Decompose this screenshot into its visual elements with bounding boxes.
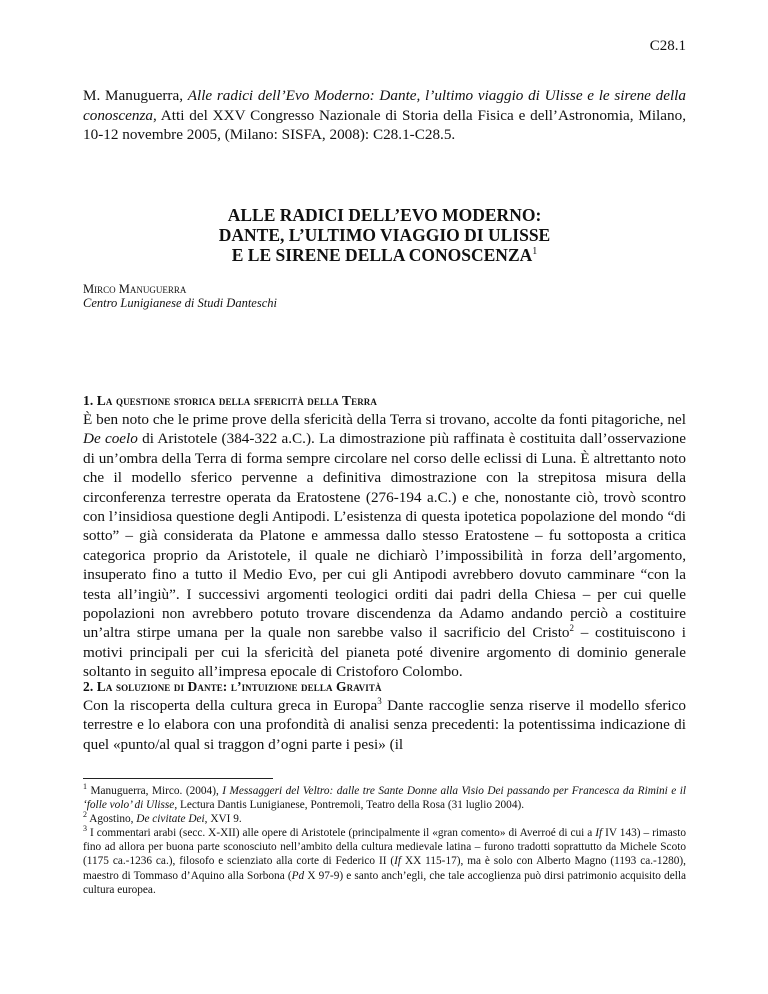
section-1-text-c: – costituiscono i motivi principali per cui la sfericità del pianeta poté divenire argomento di dominio generale soltanto in seguito all’impresa epocale di Cristoforo Colombo. bbox=[83, 624, 686, 681]
footnote-2-text-b: , XVI 9. bbox=[204, 813, 242, 826]
section-1-text-b: di Aristotele (384-322 a.C.). La dimostrazione più raffinata è costituita dall’osservazione di un’ombra della Terra di forma sempre circolare nel corso delle eclissi di Luna. È altrettanto noto che il modello sferico pervenne a definitiva dimostrazione con la strepitosa misura della circonferenza terrestre operata da Eratostene (276-194 a.C.) e che, nonostante ciò, trovò scontro con l’insidiosa questione degli Antipodi. L’esistenza di questa ipotetica popolazione del mondo “di sotto” – già considerata da Platone e ammessa dallo stesso Eratostene – fu sottoposta a critica categorica proprio da Aristotele, il quale ne dichiarò l’impossibilità in forza dell’argomento, insuperato fino a tutto il Medio Evo, per cui gli Antipodi avrebbero dovuto camminare “con la testa all’ingiù”. I successivi argomenti teologici orditi dai padri della Chiesa – per cui quelle popolazioni non avrebbero potuto trovare discendenza da Adamo andando perciò a costituire un’altra stirpe umana per la quale non sarebbe valso il sacrificio del Cristo bbox=[83, 430, 686, 642]
citation-author: M. Manuguerra, bbox=[83, 87, 188, 104]
footnote-1-text-a: Manuguerra, Mirco. (2004), bbox=[87, 785, 223, 797]
footnote-3-text-b: IV 143) – rimasto fino ad allora per buona parte sconosciuto nell’ambito della cultura medievale latina – furono tradotti soprattutto da Michele Scoto (1175 ca.-1236 ca.), filosofo e scienziato alla corte di Federico II ( bbox=[83, 827, 686, 868]
footnotes bbox=[83, 784, 686, 897]
footnote-2-text-a: Agostino, bbox=[87, 813, 137, 826]
footnote-1 bbox=[83, 784, 686, 812]
footnote-3-text-c: XX 115-17), ma è solo con Alberto Magno (1193 ca.-1280), maestro di Tommaso d’Aquino alla Sorbona ( bbox=[83, 855, 687, 882]
title-line-3-text: E LE SIRENE DELLA CONOSCENZA bbox=[231, 245, 533, 265]
footnote-3-italic-1: If bbox=[595, 827, 603, 840]
title-line-3 bbox=[83, 245, 686, 265]
page-number: C28.1 bbox=[649, 38, 686, 54]
section-2-text-b: Dante raccoglie senza riserve il modello sferico terrestre e lo elabora con una profondità di analisi senza precedenti: la potentissima indicazione di quel «punto/al qual si traggon d’ogni parte i pesi» (il bbox=[83, 697, 686, 753]
footnote-1-number: 1 bbox=[83, 782, 87, 792]
footnote-1-text-b: , Lectura Dantis Lunigianese, Pontremoli, Teatro della Rosa (31 luglio 2004). bbox=[174, 799, 525, 812]
footnote-1-title: I Messaggeri del Veltro: dalle tre Sante Donne alla Visio Dei passando per Francesca da Rimini e il ‘folle volo’ di Ulisse bbox=[83, 785, 687, 812]
footnote-2-number: 2 bbox=[83, 810, 87, 820]
footnote-ref-1[interactable]: 1 bbox=[532, 246, 538, 258]
section-1-heading: 1. La questione storica della sfericità della Terra bbox=[83, 393, 378, 408]
paper-title bbox=[83, 205, 686, 265]
title-line-1: ALLE RADICI DELL’EVO MODERNO: bbox=[227, 205, 542, 225]
footnote-ref-3[interactable]: 3 bbox=[377, 695, 382, 706]
section-1-body bbox=[83, 410, 686, 682]
section-1-text-a: È ben noto che le prime prove della sfericità della Terra si trovano, accolte da fonti pitagoriche, nel bbox=[83, 411, 686, 428]
footnote-3-text-a: I commentari arabi (secc. X-XII) alle opere di Aristotele (principalmente il «gran comento» di Averroé di cui a bbox=[87, 827, 596, 840]
citation-title: Alle radici dell’Evo Moderno: Dante, l’ultimo viaggio di Ulisse e le sirene della conoscenza bbox=[83, 87, 686, 124]
section-1-italic: De coelo bbox=[83, 430, 138, 448]
author-name: Mirco Manuguerra bbox=[83, 282, 187, 296]
section-2-body bbox=[83, 696, 686, 754]
footnote-ref-2[interactable]: 2 bbox=[569, 623, 575, 634]
citation-details: , Atti del XXV Congresso Nazionale di Storia della Fisica e dell’Astronomia, Milano, 10-12 novembre 2005, (Milano: SISFA, 2008): C28.1-C28.5. bbox=[83, 106, 686, 143]
footnote-3-number: 3 bbox=[83, 824, 87, 834]
author-affiliation: Centro Lunigianese di Studi Danteschi bbox=[83, 296, 277, 310]
footnote-3 bbox=[83, 826, 686, 896]
section-2-heading: 2. La soluzione di Dante: l’intuizione della Gravità bbox=[83, 679, 382, 694]
footnote-separator bbox=[83, 778, 273, 779]
footnote-3-italic-3: Pd bbox=[291, 869, 305, 882]
bibliographic-citation bbox=[83, 86, 686, 145]
footnote-2 bbox=[83, 812, 686, 826]
footnote-3-text-d: X 97-9) e santo anch’egli, che tale accoglienza può dirsi patrimonio acquisito della cultura europea. bbox=[83, 869, 687, 896]
section-2-text-a: Con la riscoperta della cultura greca in Europa bbox=[83, 697, 378, 714]
title-line-2: DANTE, L’ULTIMO VIAGGIO DI ULISSE bbox=[218, 225, 551, 245]
footnote-2-title: De civitate Dei bbox=[136, 813, 205, 826]
footnote-3-italic-2: If bbox=[394, 855, 402, 868]
